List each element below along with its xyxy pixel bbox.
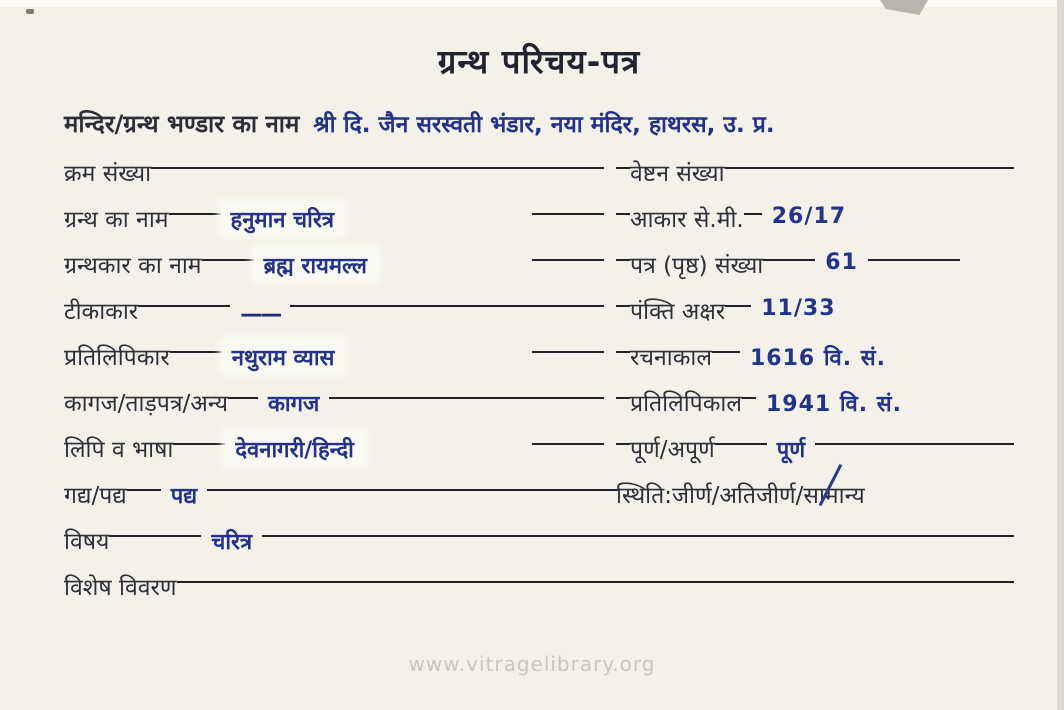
card-content <box>64 0 1014 616</box>
row-bundle-number <box>616 156 1014 202</box>
ruled-line <box>532 351 604 353</box>
ruled-line <box>742 397 756 399</box>
field-value-prose-verse: पद्य <box>170 484 198 509</box>
ruled-line <box>109 535 201 537</box>
ruled-line <box>202 259 254 261</box>
field-label-copyist: प्रतिलिपिकार <box>64 345 170 371</box>
field-value-material: कागज <box>267 392 320 417</box>
field-label-bundle-number: वेष्टन संख्या <box>630 161 725 187</box>
ruled-line <box>532 213 604 215</box>
ruled-line <box>725 305 751 307</box>
ruled-line <box>329 397 604 399</box>
field-label-material: कागज/ताड़पत्र/अन्य <box>64 391 228 417</box>
field-value-page-count: 61 <box>825 250 858 275</box>
condition-option-label: सामान्य <box>803 483 865 509</box>
field-label-commentator: टीकाकार <box>64 299 139 325</box>
ruled-line <box>616 397 630 399</box>
row-lines-letters <box>616 294 1014 340</box>
ruled-line <box>616 305 630 307</box>
scan-edge-right <box>1057 0 1064 710</box>
ruled-line <box>744 213 762 215</box>
ruled-line <box>715 443 767 445</box>
row-composition-date <box>616 340 1014 386</box>
ruled-line <box>616 213 630 215</box>
field-value-complete-incomplete: पूर्ण <box>776 438 806 463</box>
row-author-name <box>64 248 604 294</box>
field-label-book-name: ग्रन्थ का नाम <box>64 207 169 233</box>
field-value-copy-date: 1941 वि. सं. <box>765 392 903 417</box>
field-label-author-name: ग्रन्थकार का नाम <box>64 253 202 279</box>
field-label-prose-verse: गद्य/पद्य <box>64 483 127 509</box>
row-prose-verse <box>64 478 604 524</box>
row-bhandar-name <box>64 105 1014 140</box>
row-size-cm <box>616 202 1014 248</box>
row-book-name <box>64 202 604 248</box>
ruled-line <box>616 167 630 169</box>
left-column <box>64 156 604 524</box>
row-script-language <box>64 432 604 478</box>
field-value-script-language: देवनागरी/हिन्दी <box>225 432 364 464</box>
condition-option-samanya <box>803 478 864 510</box>
field-label-subject: विषय <box>64 529 110 555</box>
ruled-line <box>815 443 1014 445</box>
ruled-line <box>532 259 604 261</box>
field-value-subject: चरित्र <box>211 530 253 555</box>
ruled-line <box>290 305 604 307</box>
handwritten-dash: —— <box>240 302 281 327</box>
right-column <box>616 156 1014 524</box>
field-label-bhandar-name: मन्दिर/ग्रन्थ भण्डार का नाम <box>64 110 300 138</box>
field-label-copy-date: प्रतिलिपिकाल <box>630 391 742 417</box>
ruled-line <box>177 581 1014 583</box>
ruled-line <box>532 443 604 445</box>
ruled-line <box>712 351 740 353</box>
ruled-line <box>228 397 258 399</box>
ruled-line <box>138 305 230 307</box>
ruled-line <box>616 259 630 261</box>
field-value-book-name: हनुमान चरित्र <box>221 202 344 234</box>
field-label-special-details: विशेष विवरण <box>64 575 177 601</box>
ruled-line <box>262 535 1014 537</box>
row-special-details <box>64 570 1014 616</box>
field-value-composition-date: 1616 वि. सं. <box>749 346 887 371</box>
field-label-page-count: पत्र (पृष्ठ) संख्या <box>630 253 764 279</box>
field-value-bhandar-name: श्री दि. जैन सरस्वती भंडार, नया मंदिर, हाथरस, उ. प्र. <box>313 112 775 138</box>
ruled-line <box>616 351 630 353</box>
ruled-line <box>170 351 222 353</box>
row-material <box>64 386 604 432</box>
form-grid <box>64 156 1014 524</box>
field-value-size-cm: 26/17 <box>771 204 846 229</box>
field-label-composition-date: रचनाकाल <box>630 345 712 371</box>
ruled-line <box>169 213 221 215</box>
ruled-line <box>616 443 630 445</box>
ruled-line <box>173 443 225 445</box>
field-label-script-language: लिपि व भाषा <box>64 437 174 463</box>
field-label-lines-letters: पंक्ति अक्षर <box>630 299 726 325</box>
field-value-author-name: ब्रह्म रायमल्ल <box>254 248 377 280</box>
field-label-condition: स्थिति:जीर्ण/अतिजीर्ण/ <box>616 483 804 509</box>
ruled-line <box>868 259 960 261</box>
row-page-count <box>616 248 1014 294</box>
ruled-line <box>127 489 161 491</box>
field-label-serial-number: क्रम संख्या <box>64 161 152 187</box>
ruled-line <box>151 167 604 169</box>
site-watermark: www.vitragelibrary.org <box>408 652 656 676</box>
row-condition <box>616 478 1014 524</box>
field-label-complete-incomplete: पूर्ण/अपूर्ण <box>630 437 715 463</box>
row-copyist <box>64 340 604 386</box>
field-value-copyist: नथुराम व्यास <box>222 340 345 372</box>
ruled-line <box>763 259 815 261</box>
field-label-size-cm: आकार से.मी. <box>630 207 744 233</box>
page-title: ग्रन्थ परिचय-पत्र <box>437 42 641 81</box>
field-value-lines-letters: 11/33 <box>761 296 836 321</box>
scan-speck-artifact <box>26 9 34 14</box>
row-subject <box>64 524 1014 570</box>
ruled-line <box>725 167 1014 169</box>
row-commentator <box>64 294 604 340</box>
ruled-line <box>207 489 618 491</box>
row-serial-number <box>64 156 604 202</box>
row-complete-incomplete <box>616 432 1014 478</box>
row-copy-date <box>616 386 1014 432</box>
